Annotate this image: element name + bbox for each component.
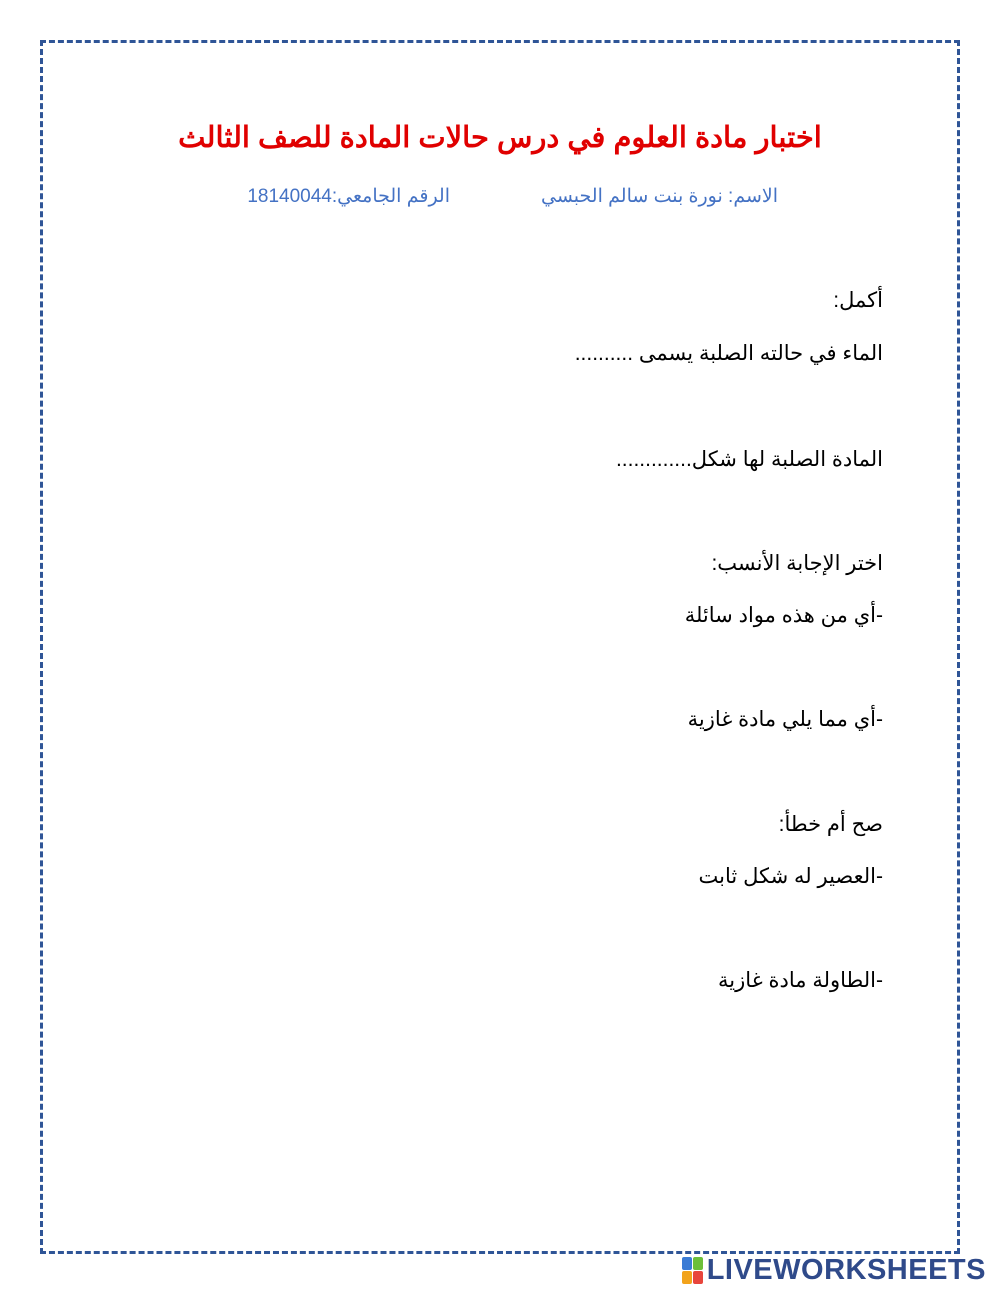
question-text: -العصير له شكل ثابت <box>698 865 883 888</box>
question-text: -أي من هذه مواد سائلة <box>684 604 883 627</box>
question-text: الماء في حالته الصلبة يسمى .......... <box>574 342 883 365</box>
section-complete-heading: أكمل: <box>833 289 883 312</box>
student-id: الرقم الجامعي:18140044 <box>247 186 450 207</box>
section-choose-heading: اختر الإجابة الأنسب: <box>711 552 883 575</box>
question-text: -الطاولة مادة غازية <box>718 969 883 992</box>
worksheet-title: اختبار مادة العلوم في درس حالات المادة للصف الثالث <box>178 122 822 154</box>
page-border <box>40 40 960 1254</box>
question-text: المادة الصلبة لها شكل............. <box>615 448 883 471</box>
logo-mark-icon <box>682 1257 703 1284</box>
student-info <box>0 185 1000 215</box>
liveworksheets-logo <box>682 1255 986 1285</box>
section-truefalse-heading: صح أم خطأ: <box>778 813 883 836</box>
student-name: الاسم: نورة بنت سالم الحبسي <box>541 186 778 207</box>
question-text: -أي مما يلي مادة غازية <box>687 708 883 731</box>
logo-text: LIVEWORKSHEETS <box>706 1253 986 1286</box>
